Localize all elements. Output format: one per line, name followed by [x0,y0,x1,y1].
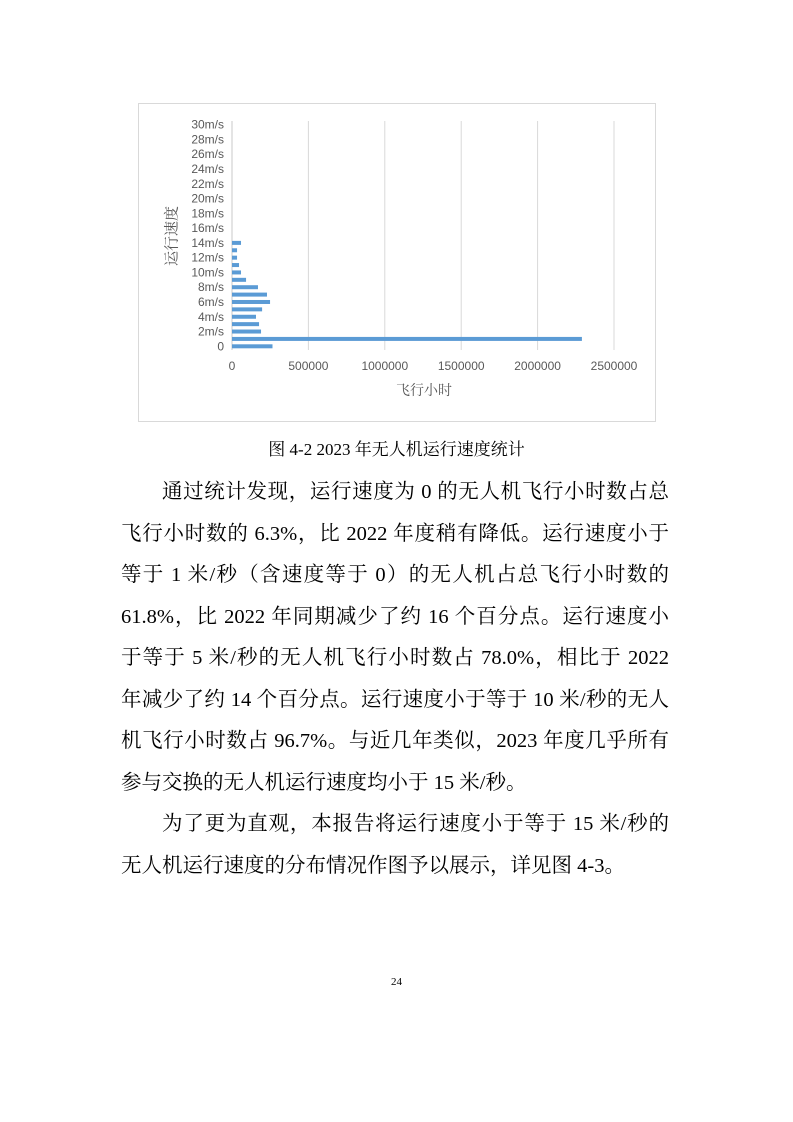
bar-speed-2 [232,330,261,334]
x-tick-label: 0 [228,359,236,373]
bar-speed-4 [232,315,256,319]
y-tick-label: 30m/s [191,117,224,132]
y-tick-label: 26m/s [191,147,224,162]
bar-speed-8 [232,285,258,289]
paragraph [121,804,669,887]
paragraph-line: 飞行小时数的 6.3%，比 2022 年度稍有降低。运行速度小于 [121,522,669,545]
y-tick-label: 0 [217,339,224,354]
y-tick-label: 6m/s [197,294,224,309]
paragraph-line: 通过统计发现，运行速度为 0 的无人机飞行小时数占总 [162,481,669,503]
bar-speed-3 [232,322,259,326]
y-tick-label: 16m/s [191,221,224,236]
bar-speed-12 [232,256,237,260]
bar-speed-7 [232,293,267,297]
y-tick-label: 22m/s [191,176,224,191]
paragraph-line: 61.8%，比 2022 年同期减少了约 16 个百分点。运行速度小 [121,605,669,628]
paragraph-line: 等于 1 米/秒（含速度等于 0）的无人机占总飞行小时数的 [121,564,669,586]
paragraph-line: 机飞行小时数占 96.7%。与近几年类似，2023 年度几乎所有 [121,730,669,752]
speed-bar-chart [138,103,656,422]
bar-speed-9 [232,278,246,282]
bar-speed-13 [232,248,237,252]
body-text [121,472,669,887]
paragraph-line: 于等于 5 米/秒的无人机飞行小时数占 78.0%，相比于 2022 [121,647,669,669]
y-tick-label: 2m/s [197,324,224,339]
y-axis-title: 运行速度 [163,205,181,267]
page-number: 24 [391,976,402,988]
paragraph-line: 为了更为直观，本报告将运行速度小于等于 15 米/秒的 [162,813,669,835]
y-tick-label: 14m/s [191,235,224,250]
y-tick-label: 18m/s [191,206,224,221]
figure-caption: 图 4-2 2023 年无人机运行速度统计 [268,440,525,459]
y-tick-label: 28m/s [191,132,224,147]
x-tick-label: 500000 [288,359,329,373]
bar-speed-14 [232,241,241,245]
bar-speed-0 [232,344,272,348]
y-tick-label: 8m/s [197,280,224,295]
x-tick-label: 1000000 [361,359,409,373]
paragraph-line: 无人机运行速度的分布情况作图予以展示，详见图 4-3。 [121,854,625,877]
y-tick-label: 12m/s [191,250,224,265]
paragraph-line: 参与交换的无人机运行速度均小于 15 米/秒。 [121,771,527,794]
bar-speed-1 [232,337,582,341]
bar-speed-10 [232,270,241,274]
paragraph-line: 年减少了约 14 个百分点。运行速度小于等于 10 米/秒的无人 [121,688,669,711]
bar-speed-11 [232,263,239,267]
y-tick-label: 4m/s [197,309,224,324]
paragraph [121,472,669,804]
y-tick-label: 10m/s [191,265,224,280]
y-tick-label: 24m/s [191,162,224,177]
x-tick-label: 1500000 [437,359,485,373]
y-tick-label: 20m/s [191,191,224,206]
x-tick-label: 2000000 [514,359,561,373]
bar-speed-6 [232,300,270,304]
x-axis-title: 飞行小时 [396,382,452,398]
bar-speed-5 [232,307,262,311]
x-tick-label: 2500000 [590,359,638,373]
